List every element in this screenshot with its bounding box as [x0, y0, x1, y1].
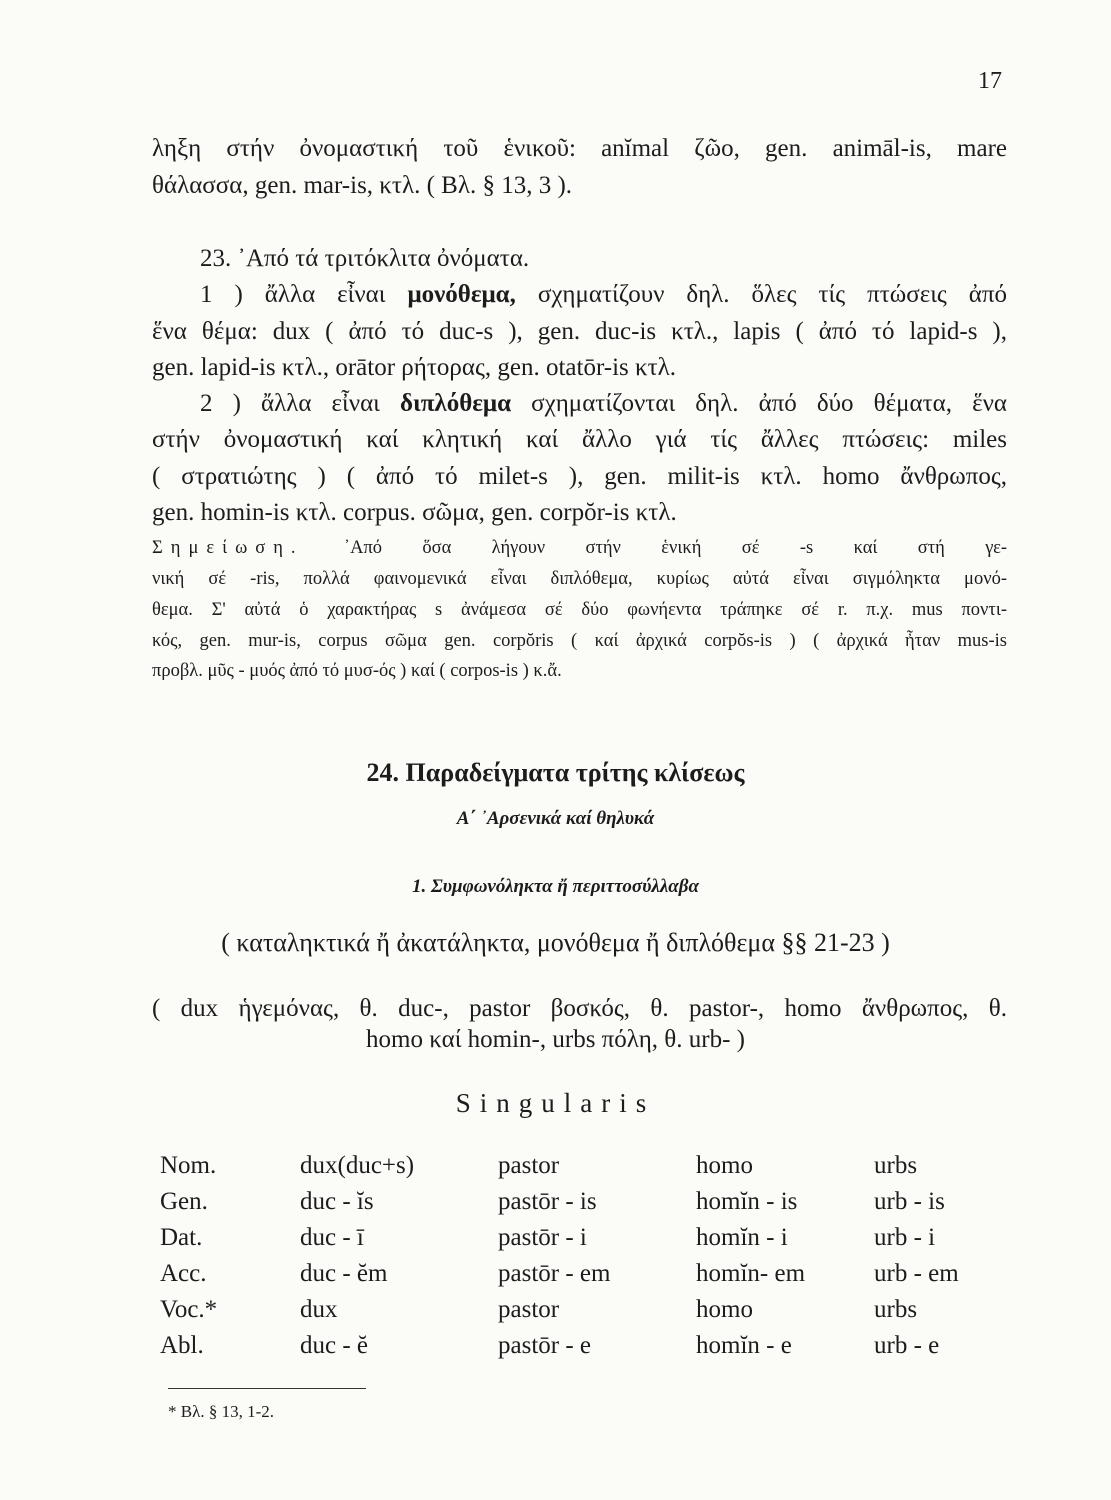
intro-line-2: θάλασσα, gen. mar-is, κτλ. ( Βλ. § 13, 3 ).	[152, 172, 573, 199]
homo-form: homĭn - i	[696, 1224, 788, 1251]
table-row	[160, 1148, 1004, 1184]
item-1-line-3: gen. lapid-is κτλ., orātor ρήτορας, gen. otatōr-is κτλ.	[152, 354, 677, 381]
urbs-form: urbs	[874, 1296, 918, 1323]
case-label: Abl.	[160, 1332, 204, 1359]
item-2-term: διπλόθεμα	[400, 390, 512, 417]
case-label: Acc.	[160, 1260, 207, 1287]
dux-form: duc - ĕ	[300, 1332, 369, 1359]
homo-form: homĭn- em	[696, 1260, 806, 1287]
urbs-form: urb - i	[874, 1224, 936, 1251]
item-1-term: μονόθεμα,	[407, 281, 516, 308]
case-label: Nom.	[160, 1152, 217, 1179]
pastor-form: pastōr - i	[498, 1224, 587, 1251]
declension-type-note: ( καταληκτικά ἤ ἀκατάληκτα, μονόθεμα ἤ διπλόθεμα §§ 21-23 )	[221, 928, 890, 957]
case-label: Dat.	[160, 1224, 203, 1251]
note-label: Σημείωση.	[152, 538, 304, 558]
note-line-3: θεμα. Σ' αὐτά ὁ χαρακτήρας s ἀνάμεσα σέ δύο φωνήεντα τράπηκε σέ r. π.χ. mus ποντι-	[152, 600, 1007, 620]
item-2-line-1	[152, 385, 1007, 422]
footnote: * Βλ. § 13, 1-2.	[168, 1402, 274, 1421]
dux-form: dux	[300, 1296, 338, 1323]
singularis-heading: Singularis	[455, 1088, 656, 1118]
dux-form: duc - ĕm	[300, 1260, 388, 1287]
urbs-form: urb - e	[874, 1332, 940, 1359]
section-24-subsubtitle: 1. Συμφωνόληκτα ἤ περιττοσύλλαβα	[411, 876, 700, 897]
urbs-form: urbs	[874, 1152, 918, 1179]
item-2-prefix: 2 ) ἄλλα εἶναι	[200, 390, 400, 417]
note-line-4: κός, gen. mur-is, corpus σῶμα gen. corpŏris ( καί ἀρχικά corpŏs-is ) ( ἀρχικά ἦταν mus-is	[152, 631, 1007, 651]
dux-form: duc - ĭs	[300, 1188, 374, 1215]
section-24-subtitle: Α΄ ᾿Αρσενικά καί θηλυκά	[456, 808, 655, 829]
dux-form: duc - ī	[300, 1224, 364, 1251]
item-2-rest: σχηματίζονται δηλ. ἀπό δύο θέματα, ἕνα	[511, 390, 1008, 417]
homo-form: homĭn - is	[696, 1188, 798, 1215]
case-label: Voc.*	[160, 1296, 218, 1323]
urbs-form: urb - em	[874, 1260, 959, 1287]
section-23-title: 23. ᾿Από τά τριτόκλιτα ὀνόματα.	[200, 245, 530, 272]
homo-form: homĭn - e	[696, 1332, 792, 1359]
page-number: 17	[978, 68, 1002, 94]
footnote-rule	[168, 1388, 366, 1389]
intro-line-1: ληξη στήν ὀνομαστική τοῦ ἑνικοῦ: anĭmal ζῶο, gen. animāl-is, mare	[152, 135, 1007, 162]
note-line-5: προβλ. μῦς - μυός ἀπό τό μυσ-ός ) καί ( corpos-is ) κ.ἄ.	[152, 661, 562, 681]
table-row	[160, 1292, 1004, 1328]
homo-form: homo	[696, 1296, 753, 1323]
item-2-line-3: ( στρατιώτης ) ( ἀπό τό milet-s ), gen. milit-is κτλ. homo ἄνθρωπος,	[152, 463, 1007, 490]
pastor-form: pastor	[498, 1152, 560, 1179]
case-label: Gen.	[160, 1188, 208, 1215]
pastor-form: pastōr - is	[498, 1188, 597, 1215]
table-row	[160, 1328, 1004, 1364]
homo-form: homo	[696, 1152, 753, 1179]
item-1-line-1	[152, 276, 1007, 313]
table-row	[160, 1184, 1004, 1220]
examples-line-1: ( dux ἡγεμόνας, θ. duc-, pastor βοσκός, θ. pastor-, homo ἄνθρωπος, θ.	[152, 995, 1007, 1022]
urbs-form: urb - is	[874, 1188, 945, 1215]
item-1-rest: σχηματίζουν δηλ. ὅλες τίς πτώσεις ἀπό	[515, 281, 1007, 308]
note-line-2: νική σέ -ris, πολλά φαινομενικά εἶναι διπλόθεμα, κυρίως αὐτά εἶναι σιγμόληκτα μονό-	[152, 569, 1007, 589]
dux-form: dux(duc+s)	[300, 1152, 415, 1179]
item-1-prefix: 1 ) ἄλλα εἶναι	[200, 281, 408, 308]
pastor-form: pastōr - e	[498, 1332, 592, 1359]
item-1-line-2: ἕνα θέμα: dux ( ἀπό τό duc-s ), gen. duc-is κτλ., lapis ( ἀπό τό lapid-s ),	[152, 318, 1007, 345]
table-row	[160, 1220, 1004, 1256]
section-24-title: 24. Παραδείγματα τρίτης κλίσεως	[366, 758, 745, 787]
pastor-form: pastōr - em	[498, 1260, 611, 1287]
item-2-line-4: gen. homin-is κτλ. corpus. σῶμα, gen. corpŏr-is κτλ.	[152, 499, 677, 526]
pastor-form: pastor	[498, 1296, 560, 1323]
note-text-1: ᾿Από ὅσα λήγουν στήν ἑνική σέ -s καί στή γε-	[303, 538, 1007, 558]
item-2-line-2: στήν ὀνομαστική καί κλητική καί ἄλλο γιά τίς ἄλλες πτώσεις: miles	[152, 426, 1007, 453]
examples-line-2: homo καί homin-, urbs πόλη, θ. urb- )	[366, 1026, 745, 1053]
table-row	[160, 1256, 1004, 1292]
declension-table	[160, 1148, 1004, 1364]
note-line-1	[152, 533, 1007, 563]
